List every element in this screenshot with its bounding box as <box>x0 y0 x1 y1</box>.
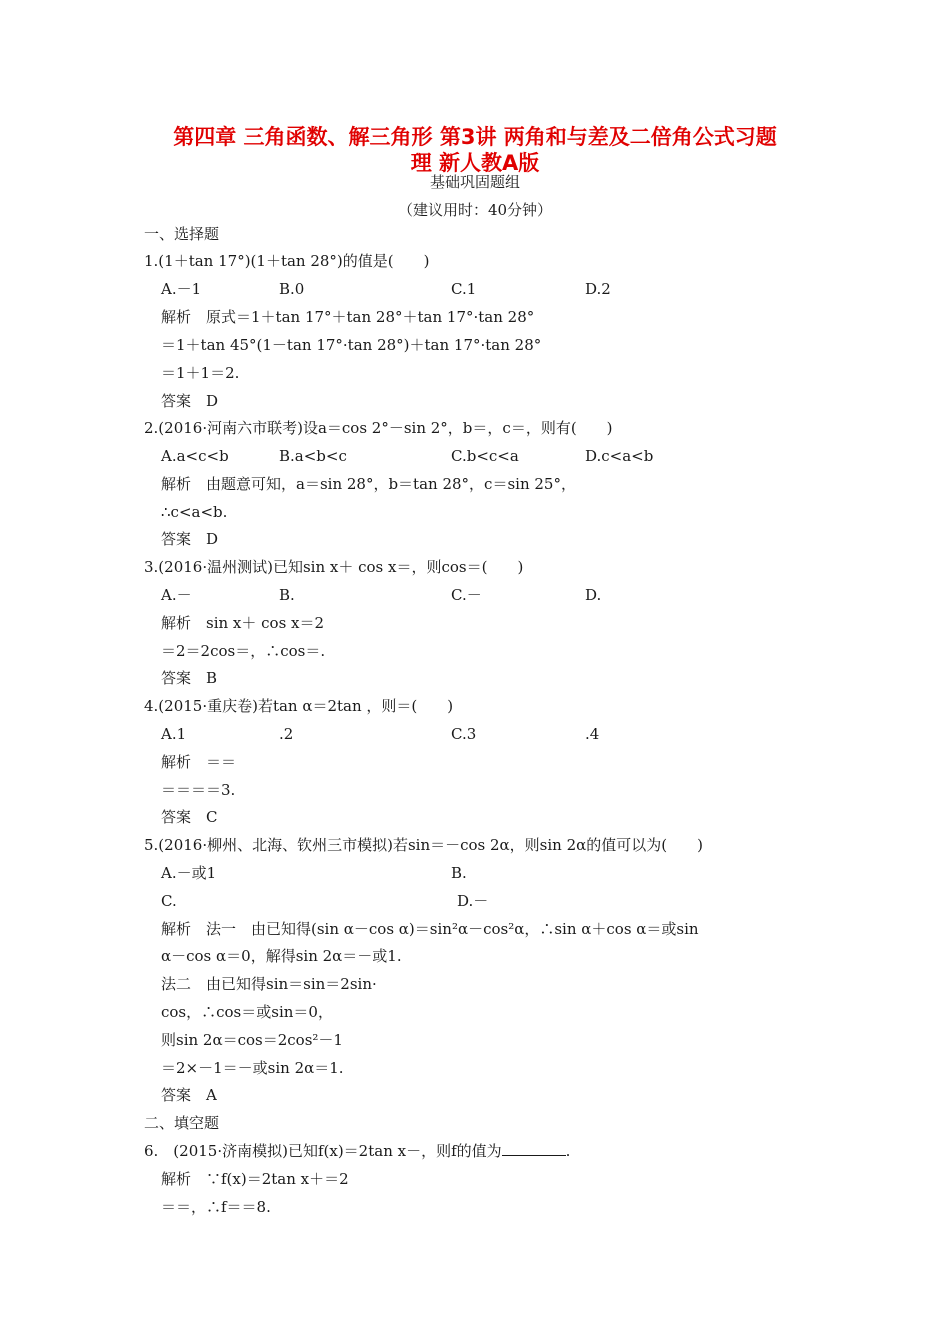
question-6-solution-line: ＝＝，∴f＝＝8. <box>161 1198 271 1216</box>
subtitle: 基础巩固题组 <box>429 173 520 191</box>
question-1-solution-line: ＝1＋tan 45°(1－tan 17°·tan 28°)＋tan 17°·tan 28° <box>161 336 542 354</box>
question-3-solution-line: 解析 sin x＋ cos x＝2 <box>161 614 325 632</box>
question-1-answer: 答案 D <box>161 392 219 410</box>
question-4-answer: 答案 C <box>161 808 218 826</box>
question-3-solution-line: ＝2＝2cos＝，∴cos＝. <box>161 642 326 660</box>
question-6-stem-end: . <box>565 1142 571 1160</box>
question-3-option-b: B. <box>279 586 295 604</box>
question-1-option-d: D.2 <box>585 280 611 298</box>
question-2-option-b: B.a<b<c <box>279 447 347 465</box>
section-heading-choice: 一、选择题 <box>144 225 220 243</box>
question-4-option-a: A.1 <box>161 725 187 743</box>
question-5-option-d: D.－ <box>457 892 489 910</box>
document-title-line1: 第四章 三角函数、解三角形 第3讲 两角和与差及二倍角公式习题 <box>173 125 777 149</box>
answer-blank <box>502 1141 566 1156</box>
question-6-stem-text: 6. (2015·济南模拟)已知f(x)＝2tan x－，则f的值为 <box>144 1142 502 1160</box>
question-5-solution-line: 法二 由已知得sin＝sin＝2sin· <box>161 975 377 993</box>
question-1-option-b: B.0 <box>279 280 305 298</box>
question-3-option-d: D. <box>585 586 602 604</box>
question-4-option-d: .4 <box>585 725 600 743</box>
question-4-solution-line: ＝＝＝＝3. <box>161 781 236 799</box>
question-1-option-c: C.1 <box>451 280 477 298</box>
question-5-stem: 5.(2016·柳州、北海、钦州三市模拟)若sin＝－cos 2α，则sin 2α的值可以为( ) <box>144 836 703 854</box>
question-6-solution-line: 解析 ∵f(x)＝2tan x＋＝2 <box>161 1170 349 1188</box>
question-1-option-a: A.－1 <box>161 280 202 298</box>
question-5-solution-line: cos，∴cos＝或sin＝0， <box>161 1003 333 1021</box>
question-5-option-b: B. <box>451 864 467 882</box>
question-6-stem <box>144 1141 570 1161</box>
question-1-solution-line: 解析 原式＝1＋tan 17°＋tan 28°＋tan 17°·tan 28° <box>161 308 535 326</box>
time-note: （建议用时：40分钟） <box>397 201 553 219</box>
question-1-solution-line: ＝1＋1＝2. <box>161 364 240 382</box>
question-1-stem: 1.(1＋tan 17°)(1＋tan 28°)的值是( ) <box>144 252 430 270</box>
question-5-answer: 答案 A <box>161 1086 217 1104</box>
question-3-option-a: A.－ <box>161 586 192 604</box>
question-2-solution-line: ∴c<a<b. <box>161 503 228 521</box>
question-2-option-c: C.b<c<a <box>451 447 519 465</box>
question-2-solution-line: 解析 由题意可知，a＝sin 28°，b＝tan 28°，c＝sin 25°， <box>161 475 576 493</box>
question-5-solution-line: 则sin 2α＝cos＝2cos²－1 <box>161 1031 343 1049</box>
section-heading-fill: 二、填空题 <box>144 1114 220 1132</box>
question-4-stem: 4.(2015·重庆卷)若tan α＝2tan ，则＝( ) <box>144 697 454 715</box>
question-3-stem: 3.(2016·温州测试)已知sin x＋ cos x＝，则cos＝( ) <box>144 558 524 576</box>
question-5-solution-line: α－cos α＝0，解得sin 2α＝－或1. <box>161 947 402 965</box>
question-3-answer: 答案 B <box>161 669 218 687</box>
question-5-option-c: C. <box>161 892 177 910</box>
question-2-option-d: D.c<a<b <box>585 447 654 465</box>
question-2-stem: 2.(2016·河南六市联考)设a＝cos 2°－sin 2°，b＝，c＝，则有( ) <box>144 419 613 437</box>
document-title-line2: 理 新人教A版 <box>410 151 540 175</box>
question-3-option-c: C.－ <box>451 586 482 604</box>
question-5-option-a: A.－或1 <box>161 864 217 882</box>
question-2-answer: 答案 D <box>161 530 219 548</box>
question-4-solution-line: 解析 ＝＝ <box>161 753 237 771</box>
question-5-solution-line: 解析 法一 由已知得(sin α－cos α)＝sin²α－cos²α，∴sin α＋cos α＝或sin <box>161 920 699 938</box>
question-4-option-b: .2 <box>279 725 294 743</box>
question-2-option-a: A.a<c<b <box>161 447 229 465</box>
question-4-option-c: C.3 <box>451 725 477 743</box>
question-5-solution-line: ＝2×－1＝－或sin 2α＝1. <box>161 1059 344 1077</box>
